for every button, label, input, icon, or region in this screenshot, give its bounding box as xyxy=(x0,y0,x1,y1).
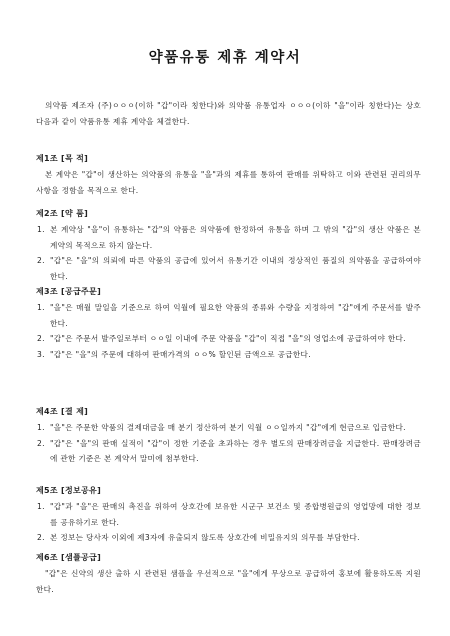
item-number: 2. xyxy=(37,438,45,448)
article-heading: 제4조 [결 제] xyxy=(36,407,89,416)
item-text: "을"은 매월 말일을 기준으로 하여 익월에 필요한 약품의 종류와 수량을 지정하여 "갑"에게 주문서를 발주한다. xyxy=(50,303,421,328)
item-number: 2. xyxy=(37,334,45,343)
list-item xyxy=(36,499,421,530)
article-heading: 제5조 [정보공유] xyxy=(36,486,102,495)
article-heading: 제3조 [공급주문] xyxy=(36,287,102,296)
item-number: 1. xyxy=(37,303,45,312)
item-number: 1. xyxy=(37,423,45,432)
item-number: 1. xyxy=(37,225,45,234)
item-text: "갑"과 "을"은 판매의 촉진을 위하여 상호간에 보유한 시군구 보건소 및 종합병원급의 영업망에 대한 정보를 공유하기로 한다. xyxy=(50,502,421,527)
item-text: "갑"은 "을"의 판매 실적이 "갑"이 정한 기준을 초과하는 경우 별도의 판매장려금을 지급한다. 판매장려금에 관한 기준은 본 계약서 말미에 첨부한다. xyxy=(50,438,421,463)
article-heading: 제1조 [목 적] xyxy=(36,154,89,163)
list-item xyxy=(36,300,421,331)
article-1 xyxy=(36,152,421,199)
article-body: "갑"은 신약의 생산 출하 시 관련된 샘플을 우선적으로 "을"에게 무상으로 공급하여 홍보에 활용하도록 지원한다. xyxy=(36,569,421,594)
item-text: "갑"은 "을"의 주문에 대하여 판매가격의 ㅇㅇ% 할인된 금액으로 공급한다. xyxy=(50,349,311,359)
article-heading: 제2조 [약 품] xyxy=(36,209,89,218)
article-6 xyxy=(36,551,421,598)
item-text: 본 계약상 "을"이 유통하는 "갑"의 약품은 의약품에 한정하여 유통을 하며 그 밖의 "갑"의 생산 약품은 본 계약의 목적으로 하지 않는다. xyxy=(50,225,421,250)
item-number: 1. xyxy=(37,502,45,511)
article-heading: 제6조 [샘플공급] xyxy=(36,553,102,562)
article-3 xyxy=(36,285,421,362)
item-number: 2. xyxy=(37,533,45,542)
item-text: "갑"은 "을"의 의뢰에 따른 약품의 공급에 있어서 유통기간 이내의 정상적인 품질의 의약품을 공급하여야 한다. xyxy=(50,256,421,281)
item-text: "을"은 주문한 약품의 결제대금을 매 분기 정산하여 분기 익월 ㅇㅇ일까지 "갑"에게 현금으로 입금한다. xyxy=(50,423,406,432)
list-item xyxy=(36,420,421,436)
article-4 xyxy=(36,405,421,467)
list-item xyxy=(36,253,421,284)
list-item xyxy=(36,222,421,253)
article-body: 본 계약은 "갑"이 생산하는 의약품의 유통을 "을"과의 제휴를 통하여 판매를 위탁하고 이와 관련된 권리의무 사항을 정함을 목적으로 한다. xyxy=(36,170,421,195)
article-5 xyxy=(36,484,421,546)
item-text: 본 정보는 당사자 이외에 제3자에 유출되지 않도록 상호간에 비밀유지의 의무를 부담한다. xyxy=(50,533,360,542)
item-number: 2. xyxy=(37,256,45,265)
item-text: "갑"은 주문서 발주일로부터 ㅇㅇ일 이내에 주문 약품을 "갑"이 직접 "을"의 영업소에 공급하여야 한다. xyxy=(50,334,406,343)
intro-paragraph: 의약품 제조자 (주)ㅇㅇㅇ(이하 "갑"이라 칭한다)와 의약품 유통업자 ㅇㅇㅇ(이하 "을"이라 칭한다)는 상호 다음과 같이 약품유통 제휴 계약을 체결한다. xyxy=(36,101,421,126)
item-number: 3. xyxy=(37,349,45,359)
list-item xyxy=(36,530,421,546)
document-title: 약품유통 제휴 계약서 xyxy=(148,49,302,66)
list-item xyxy=(36,436,421,467)
article-2 xyxy=(36,207,421,284)
list-item xyxy=(36,347,421,363)
list-item xyxy=(36,331,421,347)
